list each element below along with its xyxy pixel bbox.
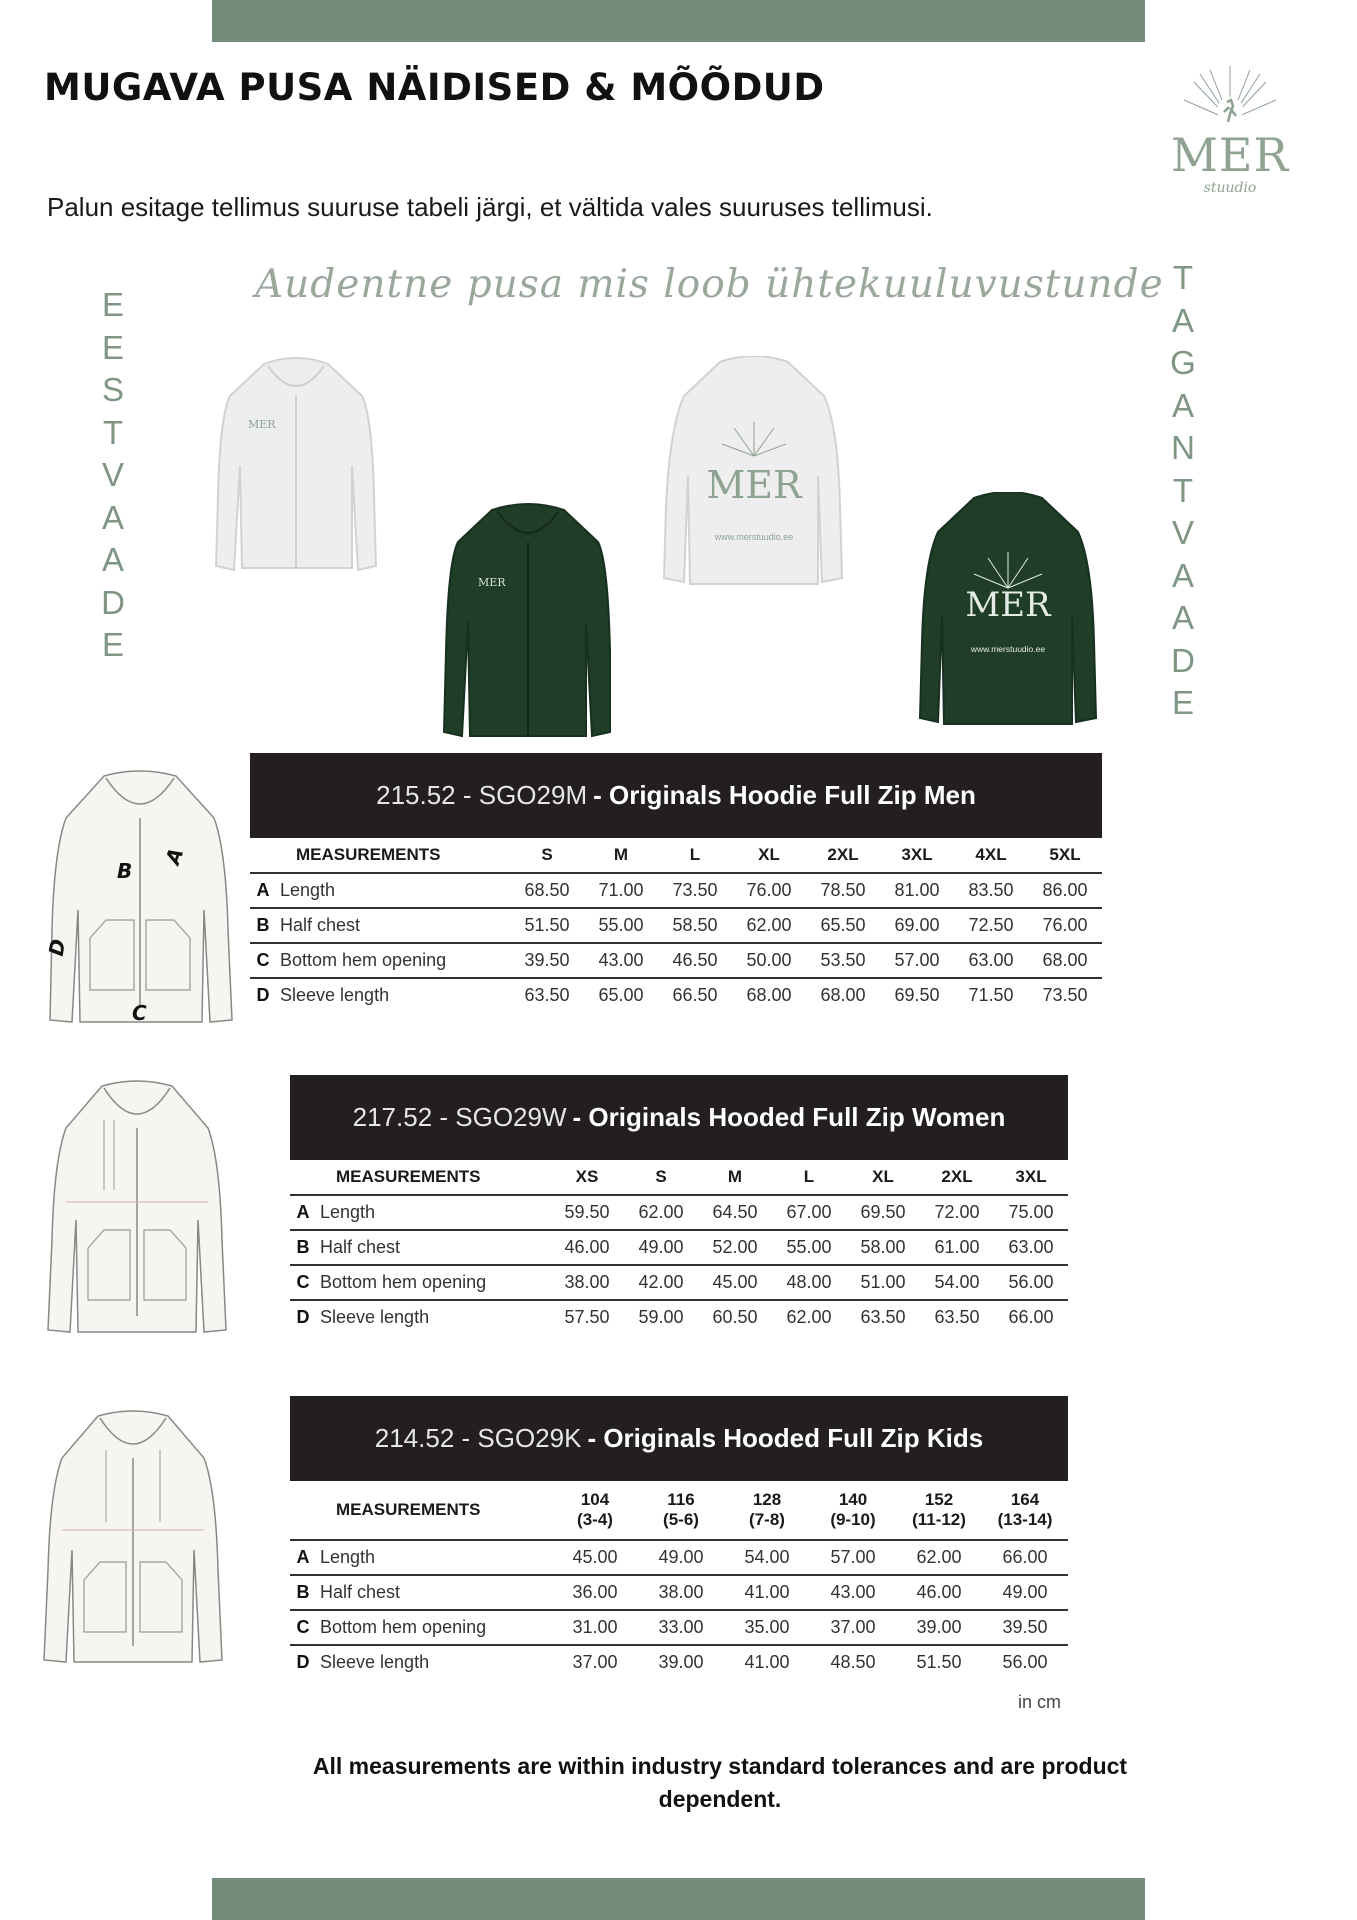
size-header: 4XL <box>954 838 1028 873</box>
measure-value: 66.00 <box>1002 1547 1048 1567</box>
measure-value: 51.00 <box>846 1265 920 1300</box>
measure-b-label: B <box>117 859 133 883</box>
measure-value: 49.00 <box>982 1575 1068 1610</box>
measure-value: 36.00 <box>552 1575 638 1610</box>
table-row <box>250 978 1102 1012</box>
view-label-letter: V <box>101 456 124 493</box>
measurements-header: MEASUREMENTS <box>290 1481 552 1540</box>
measure-value: 65.50 <box>806 908 880 943</box>
measure-value: 62.00 <box>916 1547 962 1567</box>
measure-value: 45.00 <box>572 1547 618 1567</box>
measure-value: 53.50 <box>806 943 880 978</box>
measure-letter: D <box>290 1300 316 1334</box>
view-label-letter: V <box>1171 514 1194 551</box>
measure-letter: D <box>250 978 276 1012</box>
measure-value: 46.50 <box>658 943 732 978</box>
measure-label: Sleeve length <box>276 978 510 1012</box>
view-label-letter: A <box>101 498 124 536</box>
measure-value: 51.50 <box>896 1645 982 1679</box>
measure-value: 56.00 <box>982 1645 1068 1679</box>
chest-logo: MER <box>248 418 276 431</box>
measure-value: 58.50 <box>658 908 732 943</box>
measure-value: 57.00 <box>830 1547 876 1567</box>
measure-label: Bottom hem opening <box>276 943 510 978</box>
measure-letter: A <box>256 880 270 900</box>
view-label-letter: A <box>1171 386 1194 424</box>
measure-letter: C <box>250 943 276 978</box>
measure-value: 61.00 <box>920 1230 994 1265</box>
measure-value: 71.50 <box>954 978 1028 1012</box>
measure-value: 69.00 <box>880 908 954 943</box>
kids-size-table <box>290 1396 1068 1679</box>
size-header: 2XL <box>920 1160 994 1195</box>
women-hoodie-sketch <box>44 1080 230 1334</box>
measure-value: 43.00 <box>810 1575 896 1610</box>
measure-value: 62.00 <box>732 908 806 943</box>
measure-value: 81.00 <box>894 880 940 900</box>
product-code: 214.52 - SGO29K <box>374 1423 582 1453</box>
back-view-label <box>1166 257 1200 725</box>
measure-value: 38.00 <box>638 1575 724 1610</box>
product-code: 217.52 - SGO29W <box>352 1102 567 1132</box>
measure-value: 73.50 <box>672 880 718 900</box>
measure-letter: A <box>296 1547 310 1567</box>
measure-label: Half chest <box>276 908 510 943</box>
men-hoodie-sketch <box>44 770 236 1026</box>
measure-value: 64.50 <box>712 1202 758 1222</box>
intro-text: Palun esitage tellimus suuruse tabeli järgi, et vältida vales suuruses tellimusi. <box>47 192 933 222</box>
measure-value: 45.00 <box>698 1265 772 1300</box>
measure-value: 54.00 <box>744 1547 790 1567</box>
back-logo: MER <box>965 585 1051 625</box>
table-title <box>290 1075 1068 1160</box>
view-label-letter: E <box>101 328 124 366</box>
product-code: 215.52 - SGO29M <box>376 780 588 810</box>
tagline: Audentne pusa mis loob ühtekuuluvustunde <box>255 262 1164 307</box>
view-label-letter: A <box>1171 301 1194 339</box>
product-name: - Originals Hooded Full Zip Women <box>572 1102 1006 1132</box>
view-label-letter: E <box>101 286 124 323</box>
table-title <box>250 753 1102 838</box>
measure-label: Half chest <box>316 1575 552 1610</box>
measure-value: 31.00 <box>552 1610 638 1645</box>
measurements-header: MEASUREMENTS <box>290 1160 550 1195</box>
page-title: MUGAVA PUSA NÄIDISED & MÕÕDUD <box>44 66 825 109</box>
measure-value: 50.00 <box>732 943 806 978</box>
measure-value: 68.00 <box>806 978 880 1012</box>
table-row <box>290 1230 1068 1265</box>
size-header: S <box>624 1160 698 1195</box>
measure-value: 72.50 <box>954 908 1028 943</box>
view-label-letter: N <box>1171 429 1195 466</box>
sunburst-icon <box>1170 58 1290 138</box>
product-name: - Originals Hoodie Full Zip Men <box>593 780 976 810</box>
kids-hoodie-sketch <box>40 1410 226 1666</box>
size-header: M <box>584 838 658 873</box>
white-hoodie-front-image <box>212 356 380 580</box>
measure-value: 76.00 <box>746 880 792 900</box>
measure-value: 51.50 <box>510 908 584 943</box>
measure-value: 72.00 <box>934 1202 980 1222</box>
men-size-table <box>250 753 1102 1012</box>
measure-value: 69.50 <box>860 1202 906 1222</box>
green-hoodie-front-image <box>442 502 614 740</box>
measure-value: 63.00 <box>994 1230 1068 1265</box>
view-label-letter: A <box>1171 599 1194 636</box>
measure-value: 39.00 <box>638 1645 724 1679</box>
size-header: XL <box>846 1160 920 1195</box>
measure-value: 55.00 <box>584 908 658 943</box>
size-header: 140 (9-10) <box>810 1481 896 1540</box>
measure-value: 55.00 <box>772 1230 846 1265</box>
measure-value: 67.00 <box>786 1202 832 1222</box>
logo-name: MER <box>1170 128 1290 182</box>
measure-value: 52.00 <box>698 1230 772 1265</box>
measure-value: 56.00 <box>994 1265 1068 1300</box>
measure-label: Sleeve length <box>316 1300 550 1334</box>
view-label-letter: S <box>101 371 124 408</box>
measure-letter: B <box>290 1230 316 1265</box>
measure-value: 73.50 <box>1028 978 1102 1012</box>
measure-letter: D <box>290 1645 316 1679</box>
table-row <box>290 1300 1068 1334</box>
table-title <box>290 1396 1068 1481</box>
measure-value: 68.00 <box>732 978 806 1012</box>
measure-letter: A <box>296 1202 310 1222</box>
measure-value: 63.50 <box>510 978 584 1012</box>
measure-value: 57.00 <box>880 943 954 978</box>
measure-value: 76.00 <box>1028 908 1102 943</box>
top-accent-bar <box>212 0 1145 42</box>
unit-note: in cm <box>1018 1692 1062 1712</box>
measure-value: 71.00 <box>598 880 644 900</box>
measure-value: 86.00 <box>1042 880 1088 900</box>
front-view-label <box>96 284 130 667</box>
mer-logo <box>1170 58 1290 208</box>
view-label-letter: E <box>1171 684 1194 721</box>
size-header: 3XL <box>994 1160 1068 1195</box>
measure-value: 62.00 <box>638 1202 684 1222</box>
logo-sub: stuudio <box>1203 180 1257 196</box>
women-size-table <box>290 1075 1068 1334</box>
measure-value: 39.50 <box>982 1610 1068 1645</box>
measure-value: 66.00 <box>994 1300 1068 1334</box>
table-row <box>250 943 1102 978</box>
back-logo: MER <box>706 463 802 507</box>
view-label-letter: G <box>1170 344 1196 381</box>
measure-value: 63.50 <box>846 1300 920 1334</box>
measure-value: 63.50 <box>920 1300 994 1334</box>
measure-letter: B <box>250 908 276 943</box>
measure-value: 43.00 <box>584 943 658 978</box>
back-url: www.merstuudio.ee <box>714 532 794 542</box>
measure-value: 57.50 <box>550 1300 624 1334</box>
measure-value: 66.50 <box>658 978 732 1012</box>
measure-label: Sleeve length <box>316 1645 552 1679</box>
size-header: XS <box>550 1160 624 1195</box>
measure-letter: B <box>290 1575 316 1610</box>
size-header: 128 (7-8) <box>724 1481 810 1540</box>
measure-d-label: D <box>44 937 71 958</box>
white-hoodie-back-image <box>662 356 846 588</box>
bottom-accent-bar <box>212 1878 1145 1920</box>
green-hoodie-back-image <box>918 492 1098 730</box>
view-label-letter: E <box>101 626 124 663</box>
size-header: 2XL <box>806 838 880 873</box>
size-header: L <box>772 1160 846 1195</box>
table-row <box>250 908 1102 943</box>
table-row <box>290 1575 1068 1610</box>
chest-logo: MER <box>478 576 506 589</box>
measure-value: 83.50 <box>968 880 1014 900</box>
view-label-letter: A <box>1171 556 1194 594</box>
measure-value: 68.00 <box>1028 943 1102 978</box>
size-header: S <box>510 838 584 873</box>
measure-value: 75.00 <box>1008 1202 1054 1222</box>
measure-value: 37.00 <box>552 1645 638 1679</box>
view-label-letter: T <box>1172 471 1194 509</box>
table-row <box>290 1265 1068 1300</box>
measure-value: 63.00 <box>954 943 1028 978</box>
measure-value: 54.00 <box>920 1265 994 1300</box>
size-header: 104 (3-4) <box>552 1481 638 1540</box>
measure-value: 59.00 <box>624 1300 698 1334</box>
measure-value: 49.00 <box>624 1230 698 1265</box>
measure-value: 78.50 <box>820 880 866 900</box>
view-label-letter: A <box>101 541 124 578</box>
measure-c-label: C <box>132 1001 147 1025</box>
measure-label: Bottom hem opening <box>316 1265 550 1300</box>
measure-value: 33.00 <box>638 1610 724 1645</box>
measure-value: 42.00 <box>624 1265 698 1300</box>
tolerance-note: All measurements are within industry standard tolerances and are product dependent. <box>312 1753 1128 1812</box>
measure-value: 38.00 <box>550 1265 624 1300</box>
table-row <box>290 1540 1068 1575</box>
table-row <box>290 1645 1068 1679</box>
size-header: 5XL <box>1028 838 1102 873</box>
measurements-header: MEASUREMENTS <box>250 838 510 873</box>
measure-value: 35.00 <box>724 1610 810 1645</box>
measure-value: 60.50 <box>698 1300 772 1334</box>
measure-value: 41.00 <box>724 1575 810 1610</box>
measure-label: Half chest <box>316 1230 550 1265</box>
size-header: L <box>658 838 732 873</box>
view-label-letter: T <box>1172 259 1194 296</box>
measure-a-label: A <box>160 844 189 868</box>
size-header: 152 (11-12) <box>896 1481 982 1540</box>
measure-value: 58.00 <box>846 1230 920 1265</box>
size-header: XL <box>732 838 806 873</box>
measure-value: 39.00 <box>896 1610 982 1645</box>
measure-value: 65.00 <box>584 978 658 1012</box>
table-row <box>290 1195 1068 1230</box>
measure-letter: C <box>290 1610 316 1645</box>
measure-value: 48.00 <box>772 1265 846 1300</box>
size-header: 3XL <box>880 838 954 873</box>
view-label-letter: D <box>101 583 125 621</box>
measure-value: 62.00 <box>772 1300 846 1334</box>
size-header: M <box>698 1160 772 1195</box>
measure-label: Length <box>320 1547 376 1567</box>
size-header: 116 (5-6) <box>638 1481 724 1540</box>
measure-value: 46.00 <box>550 1230 624 1265</box>
measure-value: 69.50 <box>880 978 954 1012</box>
product-name: - Originals Hooded Full Zip Kids <box>587 1423 984 1453</box>
measure-letter: C <box>290 1265 316 1300</box>
back-url: www.merstuudio.ee <box>970 644 1046 654</box>
measure-value: 48.50 <box>810 1645 896 1679</box>
measure-label: Length <box>280 880 336 900</box>
measure-value: 59.50 <box>564 1202 610 1222</box>
measure-value: 49.00 <box>658 1547 704 1567</box>
measure-value: 68.50 <box>524 880 570 900</box>
table-row <box>250 873 1102 908</box>
measure-value: 46.00 <box>896 1575 982 1610</box>
measure-value: 41.00 <box>724 1645 810 1679</box>
view-label-letter: T <box>102 413 124 451</box>
measure-value: 37.00 <box>810 1610 896 1645</box>
table-row <box>290 1610 1068 1645</box>
measure-label: Length <box>320 1202 376 1222</box>
measure-value: 39.50 <box>510 943 584 978</box>
view-label-letter: D <box>1171 641 1195 679</box>
measure-label: Bottom hem opening <box>316 1610 552 1645</box>
size-header: 164 (13-14) <box>982 1481 1068 1540</box>
